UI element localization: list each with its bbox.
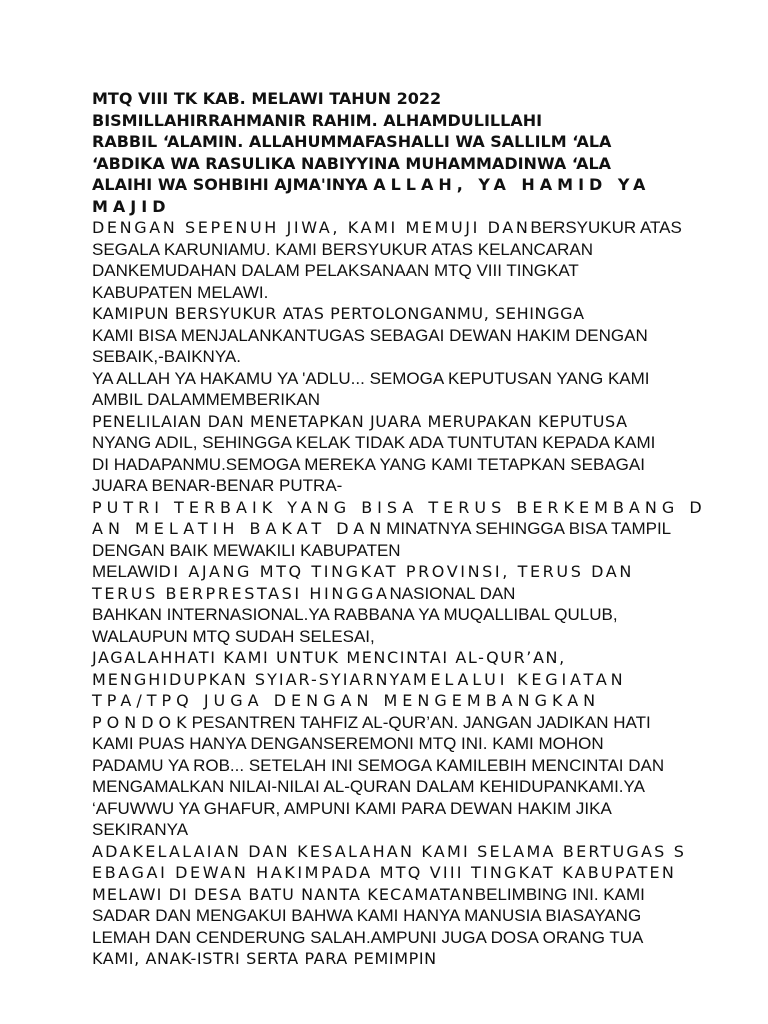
text-run: LEMAH DAN CENDERUNG SALAH.AMPUNI JUGA DOSA ORANG TUA [92,927,644,947]
text-run: PESANTREN TAHFIZ AL-QUR’AN. JANGAN JADIKAN HATI [191,712,651,732]
text-run: KABUPATEN MELAWI. [92,282,269,302]
doc-title [92,88,692,110]
text-run: MTQ VIII TK KAB. MELAWI TAHUN 2022 [92,89,442,108]
text-run: KAMI, ANAK-ISTRI SERTA PARA PEMIMPIN [92,949,437,968]
text-line [92,604,692,626]
text-run: ALAIHI WA SOHBIHI AJMA'INYA [92,175,368,194]
text-run: PADA MTQ VIII TINGKAT KABUPATEN [321,863,677,882]
text-line [92,626,692,648]
text-run: SEKIRANYA [92,820,189,839]
text-run: BELIMBING INI. KAMI [474,884,645,904]
text-line [92,110,692,132]
text-run: DENGAN BAIK MEWAKILI KABUPATEN [92,540,401,560]
text-run: JAGALAHHATI KAMI UNTUK MENCINTAI AL-QUR’AN, [92,648,566,667]
text-run: SEGALA KARUNIAMU. KAMI BERSYUKUR ATAS KELANCARAN [92,239,594,259]
text-run: AMBIL DALAMMEMBERIKAN [92,390,320,409]
text-line [92,497,707,519]
text-run: TERUS BERPRESTASI HINGGA [92,583,390,603]
text-run: ADAKELALAIAN DAN KESALAHAN KAMI SELAMA BERTUGAS S [92,841,687,861]
text-run: WALAUPUN MTQ SUDAH SELESAI, [92,626,375,646]
text-run: PENELILAIAN DAN MENETAPKAN JUARA MERUPAKAN KEPUTUSA [92,411,628,431]
text-line [92,131,692,153]
text-run: ‘AFUWWU YA GHAFUR, AMPUNI KAMI PARA DEWAN HAKIM JIKA [92,798,612,818]
text-line [92,798,692,820]
text-run: MENGAMALKAN NILAI-NILAI AL-QURAN DALAM KEHIDUPANKAMI.YA [92,777,645,796]
text-line [92,389,692,411]
text-line [92,411,692,433]
text-line [92,518,692,540]
text-run: MELAWI DI DESA BATU NANTA KECAMATAN [92,884,475,904]
text-line [92,174,692,196]
text-line [92,948,692,970]
text-run: BAHKAN INTERNASIONAL.YA RABBANA YA MUQALLIBAL QULUB, [92,605,618,624]
text-line [92,647,692,669]
text-run: PONDOK [92,712,192,732]
text-line [92,690,692,712]
text-line [92,669,692,691]
text-line [92,282,692,304]
text-run: NASIONAL DAN [389,583,516,603]
text-line [92,325,692,347]
text-line [92,454,692,476]
text-line [92,432,692,454]
text-line [92,841,692,863]
text-line [92,346,692,368]
text-run: ‘ABDIKA WA RASULIKA NABIYYINA MUHAMMADINWA ‘ALA [92,153,612,173]
text-run: MENGHIDUPKAN SYIAR-SYIARNYA [92,669,413,689]
text-line [92,217,692,239]
text-run: SADAR DAN MENGAKUI BAHWA KAMI HANYA MANUSIA BIASA [92,906,595,925]
text-run: DANKEMUDAHAN DALAM PELAKSANAAN MTQ VIII TINGKAT [92,261,579,280]
text-run: MINATNYA SEHINGGA BISA TAMPIL [386,519,672,538]
text-line [92,733,692,755]
text-line [92,712,692,734]
text-line [92,153,692,175]
text-run: KAMI PUAS HANYA DENGANSEREMONI MTQ INI. KAMI MOHON [92,734,604,753]
text-run: YANG [594,906,642,925]
text-line [92,862,692,884]
text-run: MELALUI KEGIATAN [412,669,627,689]
text-line [92,239,692,261]
text-run: DI AJANG MTQ TINGKAT PROVINSI, TERUS DAN [158,562,634,581]
text-run: AN MELATIH BAKAT DAN [92,519,387,538]
text-run: KAMIPUN BERSYUKUR ATAS PERTOLONGANMU, SEHINGGA [92,304,585,323]
text-run: TPA/TPQ JUGA DENGAN MENGEMBANGKAN [92,691,601,710]
text-run: ALLAH, YA HAMID YA [373,175,651,194]
text-run: SEBAIK,-BAIKNYA. [92,347,241,366]
text-line [92,303,692,325]
text-run: BERSYUKUR ATAS [530,218,682,237]
text-line [92,583,692,605]
text-line [92,927,692,949]
text-run: PUTRI TERBAIK YANG BISA TERUS BERKEMBANG D [92,497,707,517]
text-run: KAMI BISA MENJALANKANTUGAS SEBAGAI DEWAN HAKIM DENGAN [92,325,648,345]
text-line [92,196,692,218]
text-line [92,884,692,906]
text-line [92,905,692,927]
text-line [92,368,692,390]
text-run: YA ALLAH YA HAKAMU YA 'ADLU... SEMOGA KEPUTUSAN YANG KAMI [92,368,650,388]
text-run: BISMILLAHIRRAHMANIR RAHIM. ALHAMDULILLAHI [92,110,543,130]
text-line [92,475,692,497]
text-run: DI HADAPANMU.SEMOGA MEREKA YANG KAMI TETAPKAN SEBAGAI [92,454,645,474]
text-run: MAJID [92,196,171,216]
text-run: MELAWI [92,562,159,581]
text-run: NYANG ADIL, SEHINGGA KELAK TIDAK ADA TUNTUTAN KEPADA KAMI [92,433,656,452]
text-line [92,540,692,562]
text-run: RABBIL ‘ALAMIN. ALLAHUMMAFASHALLI WA SALLILM ‘ALA [92,132,612,151]
text-line [92,755,692,777]
text-run: DENGAN SEPENUH JIWA, KAMI MEMUJI DAN [92,218,531,237]
text-run: JUARA BENAR-BENAR PUTRA- [92,476,343,495]
text-line [92,260,692,282]
text-line [92,819,692,841]
text-run: EBAGAI DEWAN HAKIM [92,863,322,882]
text-line [92,561,692,583]
document-page [92,88,707,970]
text-line [92,776,692,798]
text-run: PADAMU YA ROB... SETELAH INI SEMOGA KAMILEBIH MENCINTAI DAN [92,755,665,775]
